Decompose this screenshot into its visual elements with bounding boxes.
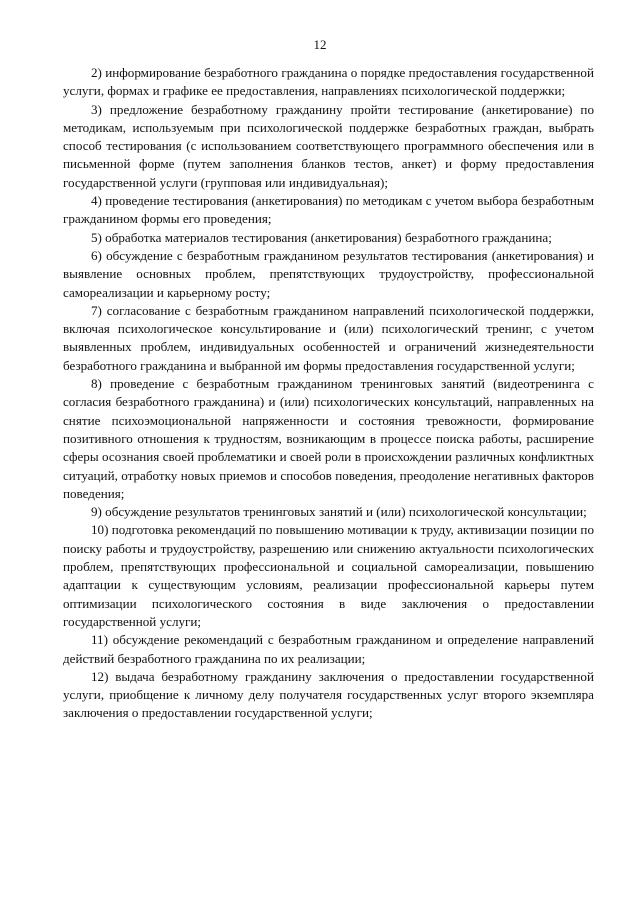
page-number: 12 (313, 37, 327, 52)
paragraph-item-2: 2) информирование безработного гражданина о порядке предоставления государственной услуги, формах и графике ее предоставления, направлениях психологической поддержки; (63, 65, 594, 99)
paragraph-item-12: 12) выдача безработному гражданину заключения о предоставлении государственной услуги, приобщение к личному делу получателя государственных услуг второго экземпляра заключения о предоставлении государственной услуги; (63, 668, 594, 721)
paragraph-item-11: 11) обсуждение рекомендаций с безработным гражданином и определение направлений действий безработного гражданина по их реализации; (63, 632, 594, 666)
document-body (63, 64, 594, 723)
paragraph-item-7: 7) согласование с безработным гражданином направлений психологической поддержки, включая психологическое консультирование и (или) психологический тренинг, с учетом выявленных проблем, индивидуальных особенностей и ограничений жизнедеятельности безработного гражданина и выбранной им формы предоставления государственной услуги; (63, 302, 594, 373)
paragraph-item-4: 4) проведение тестирования (анкетирования) по методикам с учетом выбора безработным гражданином формы его проведения; (63, 193, 594, 227)
paragraph-item-9: 9) обсуждение результатов тренинговых занятий и (или) психологической консультации; (91, 504, 587, 520)
paragraph-item-8: 8) проведение с безработным гражданином тренинговых занятий (видеотренинга с согласия безработного гражданина) и (или) психологических консультаций, направленных на снятие психоэмоциональной напряженности и состояния тревожности, формирование позитивного отношения к трудностям, возникающим в процессе поиска работы, расширение сферы осознания своей проблематики и своей роли в происхождении различных конфликтных ситуаций, отработку новых приемов и способов поведения, преодоление негативных факторов поведения; (63, 376, 594, 501)
paragraph-item-6: 6) обсуждение с безработным гражданином результатов тестирования (анкетирования) и выявление основных проблем, препятствующих трудоустройству, профессиональной самореализации и карьерному росту; (63, 247, 594, 300)
paragraph-item-5: 5) обработка материалов тестирования (анкетирования) безработного гражданина; (91, 229, 552, 245)
paragraph-item-10: 10) подготовка рекомендаций по повышению мотивации к труду, активизации позиции по поиску работы и трудоустройству, разрешению или снижению актуальности психологических проблем, препятствующих профессиональной и социальной самореализации, повышению адаптации к существующим условиям, реализации профессиональной карьеры путем оптимизации психологического состояния в виде заключения о предоставлении государственной услуги; (63, 522, 594, 629)
paragraph-item-3: 3) предложение безработному гражданину пройти тестирование (анкетирование) по методикам, используемым при психологической поддержке безработных граждан, выбрать способ тестирования (с использованием соответствующего программного обеспечения или в письменной форме (путем заполнения бланков тестов, анкет) и форму предоставления государственной услуги (групповая или индивидуальная); (63, 101, 594, 190)
